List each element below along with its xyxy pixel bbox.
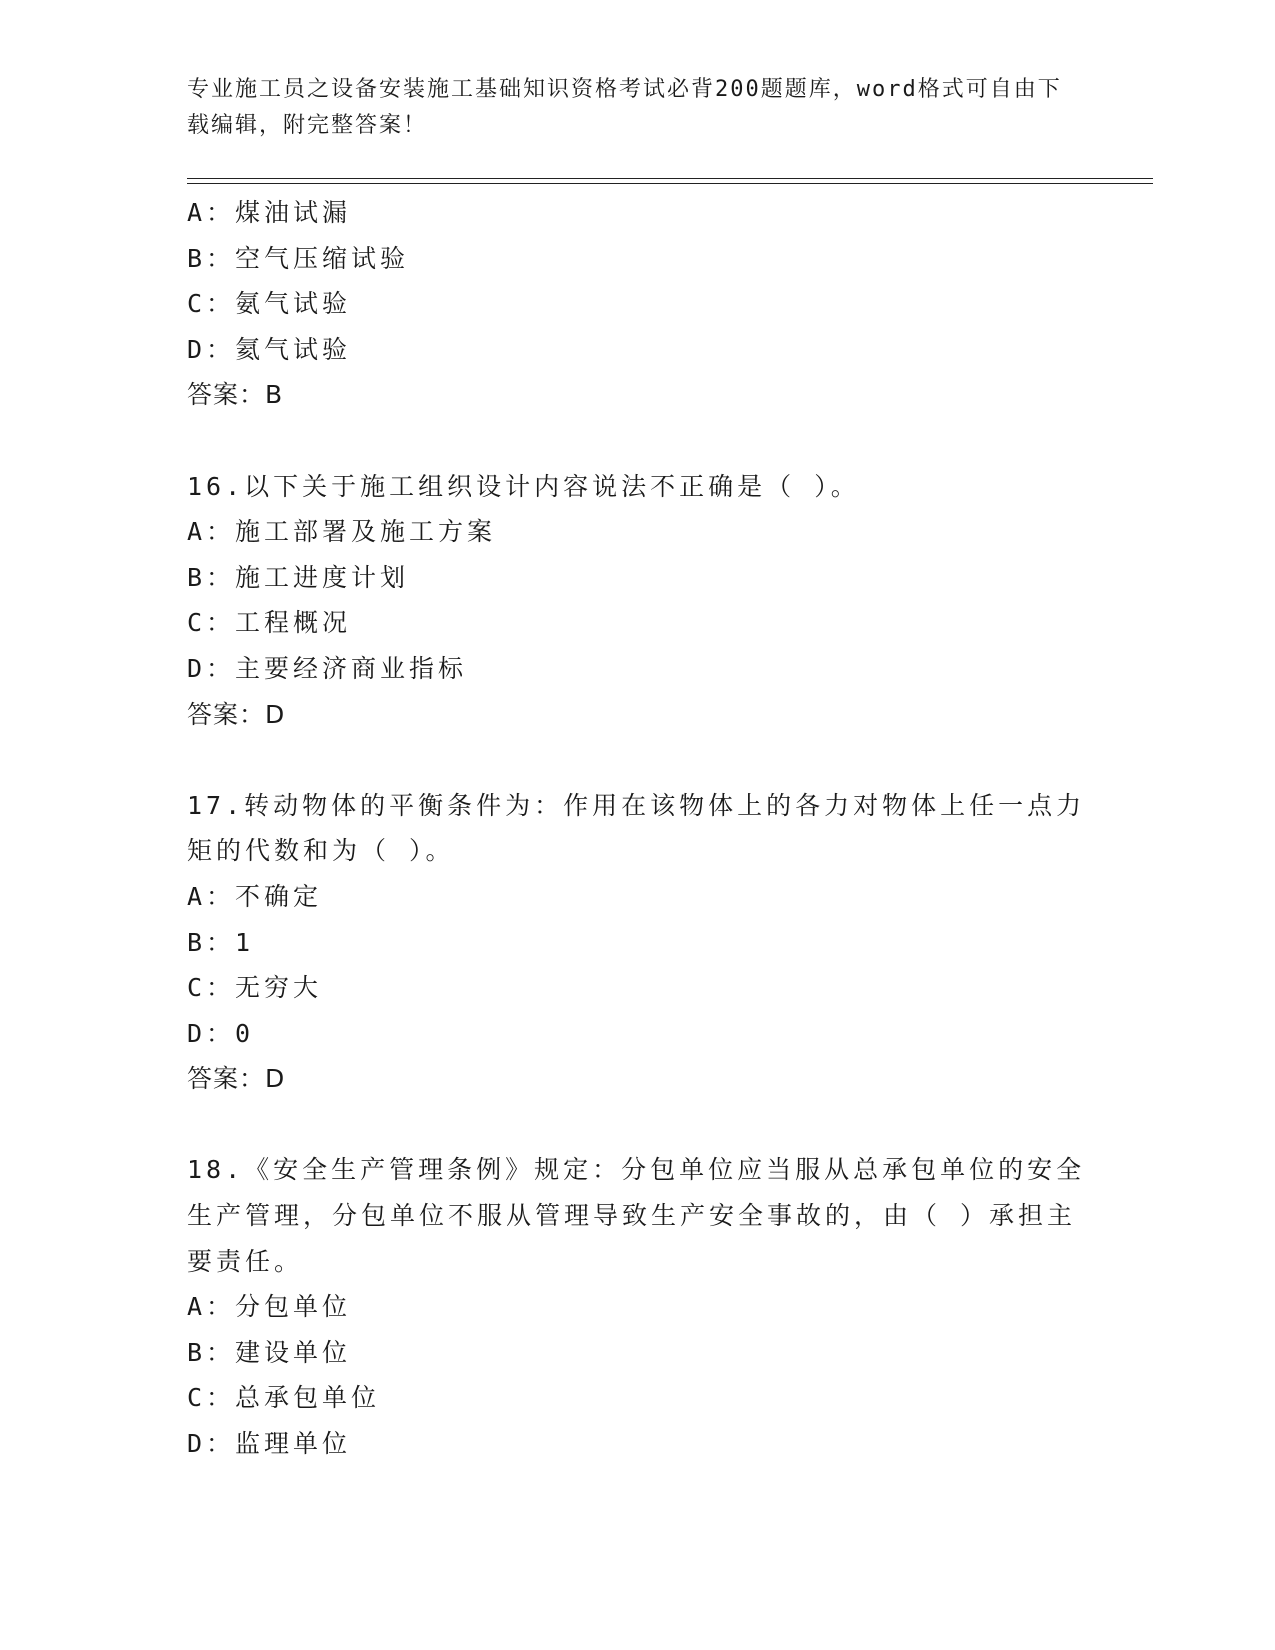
option-a: A：施工部署及施工方案 (187, 517, 497, 547)
question-17 (187, 783, 1087, 1102)
spacer (187, 1102, 1087, 1148)
question-text-continued: 要责任。 (187, 1246, 304, 1276)
option-c: C：氨气试验 (187, 289, 352, 319)
option-d: D：主要经济商业指标 (187, 653, 468, 683)
option-a: A：分包单位 (187, 1292, 352, 1322)
question-text-continued: 生产管理，分包单位不服从管理导致生产安全事故的，由（ ）承担主 (187, 1201, 1077, 1231)
option-c: C：无穷大 (187, 973, 323, 1003)
question-list (187, 190, 1087, 1467)
question-text: 16.以下关于施工组织设计内容说法不正确是（ ）。 (187, 471, 860, 501)
header-text: 专业施工员之设备安装施工基础知识资格考试必背200题题库，word格式可自由下载编辑，附完整答案！ (187, 77, 1062, 138)
header-divider-bottom (187, 183, 1153, 184)
question-text: 18.《安全生产管理条例》规定：分包单位应当服从总承包单位的安全 (187, 1155, 1086, 1185)
question-16 (187, 464, 1087, 738)
answer: 答案：D (187, 1064, 286, 1094)
answer: 答案：D (187, 699, 286, 729)
option-d: D：监理单位 (187, 1429, 352, 1459)
question-text-continued: 矩的代数和为（ ）。 (187, 836, 455, 866)
option-a: A：不确定 (187, 881, 323, 911)
option-b: B：建设单位 (187, 1337, 352, 1367)
option-d: D：氦气试验 (187, 334, 352, 364)
option-c: C：工程概况 (187, 608, 352, 638)
document-header (187, 72, 1067, 144)
question-18 (187, 1147, 1087, 1466)
header-divider-top (187, 178, 1153, 179)
option-b: B：施工进度计划 (187, 562, 410, 592)
option-b: B：1 (187, 927, 255, 957)
spacer (187, 737, 1087, 783)
question-text: 17.转动物体的平衡条件为：作用在该物体上的各力对物体上任一点力 (187, 790, 1086, 820)
option-a: A：煤油试漏 (187, 198, 352, 227)
answer: 答案：B (187, 380, 284, 410)
option-d: D：0 (187, 1018, 255, 1048)
option-b: B：空气压缩试验 (187, 243, 410, 273)
spacer (187, 418, 1087, 464)
option-c: C：总承包单位 (187, 1383, 381, 1413)
question-15 (187, 190, 1087, 418)
